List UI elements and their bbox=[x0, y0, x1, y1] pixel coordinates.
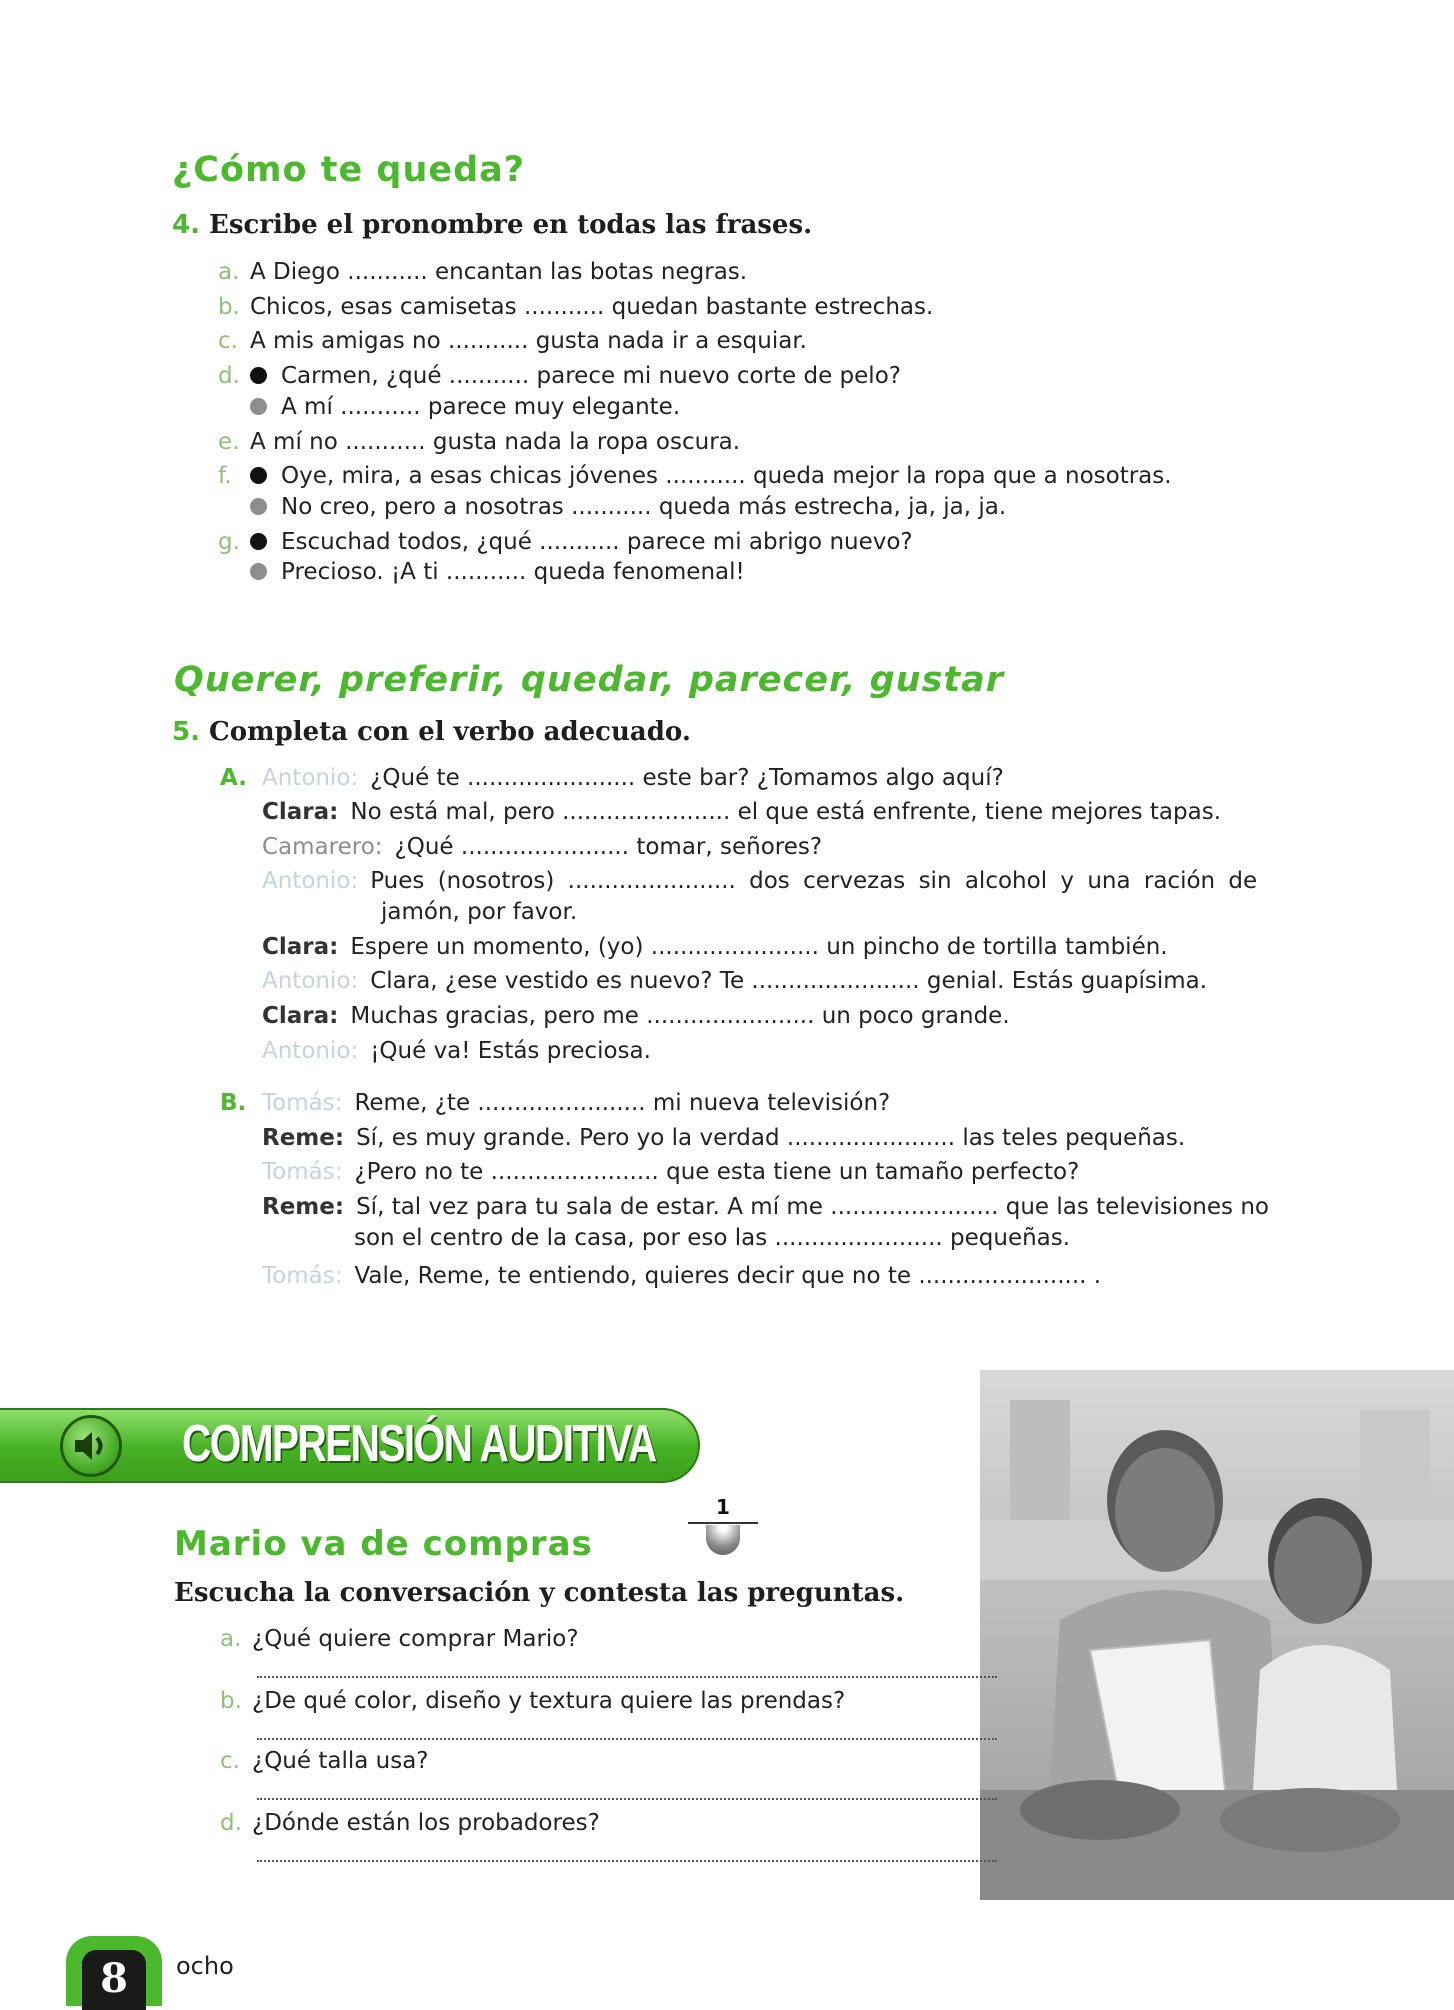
speaker-glyph bbox=[63, 1418, 119, 1474]
exercise-number: 5. bbox=[172, 717, 200, 747]
item-letter: f. bbox=[218, 463, 232, 489]
question-item bbox=[220, 1624, 579, 1654]
dialogue-line bbox=[262, 1261, 1101, 1291]
dialogue-text: ¡Qué va! Estás preciosa. bbox=[370, 1038, 651, 1064]
dialogue-line bbox=[220, 763, 1004, 793]
instruction-text: Escribe el pronombre en todas las frases. bbox=[209, 210, 813, 240]
banner-title: COMPRENSIÓN AUDITIVA bbox=[182, 1415, 656, 1473]
grey-bullet-icon bbox=[250, 498, 267, 515]
answer-line[interactable] bbox=[257, 1860, 997, 1862]
section-title-verbs: Querer, preferir, quedar, parecer, gustar bbox=[174, 660, 1005, 700]
dialogue-text: No está mal, pero ....................... el que está enfrente, tiene mejores tapas. bbox=[350, 799, 1222, 825]
question-letter: c. bbox=[220, 1748, 240, 1774]
exercise-5-instruction bbox=[172, 717, 691, 747]
exercise-reply bbox=[250, 392, 680, 422]
speaker-name: Camarero: bbox=[262, 834, 383, 860]
dialogue-text: Sí, es muy grande. Pero yo la verdad ....................... las teles pequeñas. bbox=[356, 1125, 1186, 1151]
dialogue-line bbox=[262, 832, 822, 862]
dialogue-continuation: jamón, por favor. bbox=[381, 899, 578, 925]
dialogue-text: Clara, ¿ese vestido es nuevo? Te ....................... genial. Estás guapísima. bbox=[370, 968, 1208, 994]
cd-track-icon bbox=[688, 1495, 758, 1555]
speaker-name: Tomás: bbox=[262, 1263, 343, 1289]
dialogue-text: ¿Qué te ....................... este bar? ¿Tomamos algo aquí? bbox=[370, 765, 1004, 791]
question-text: ¿Dónde están los probadores? bbox=[252, 1810, 600, 1836]
speaker-name: Antonio: bbox=[262, 968, 359, 994]
dialogue-text: Pues (nosotros) ....................... dos cervezas sin alcohol y una ración de bbox=[370, 868, 1258, 894]
item-letter: b. bbox=[218, 294, 240, 320]
instruction-text: Completa con el verbo adecuado. bbox=[209, 717, 691, 747]
dialogue-line bbox=[220, 1088, 890, 1118]
speaker-icon bbox=[60, 1415, 122, 1477]
exercise-item bbox=[218, 292, 933, 322]
reply-text: Precioso. ¡A ti ........... queda fenomenal! bbox=[281, 559, 745, 585]
speaker-name: Reme: bbox=[262, 1125, 345, 1151]
exercise-item bbox=[218, 427, 740, 457]
dialogue-text: ¿Pero no te ....................... que esta tiene un tamaño perfecto? bbox=[354, 1159, 1080, 1185]
track-number: 1 bbox=[716, 1495, 730, 1519]
dialogue-line bbox=[262, 1157, 1079, 1187]
question-letter: a. bbox=[220, 1626, 242, 1652]
item-text: Oye, mira, a esas chicas jóvenes ........... queda mejor la ropa que a nosotras. bbox=[281, 463, 1172, 489]
dialogue-text: Sí, tal vez para tu sala de estar. A mí me ....................... que las televisiones no bbox=[356, 1194, 1269, 1220]
question-text: ¿De qué color, diseño y textura quiere las prendas? bbox=[252, 1688, 846, 1714]
dialogue-line bbox=[262, 1123, 1185, 1153]
question-item bbox=[220, 1746, 429, 1776]
speaker-name: Tomás: bbox=[262, 1090, 343, 1116]
speaker-name: Reme: bbox=[262, 1194, 345, 1220]
question-text: ¿Qué quiere comprar Mario? bbox=[252, 1626, 579, 1652]
exercise-item bbox=[218, 527, 913, 557]
dialogue-line bbox=[262, 1036, 651, 1066]
dark-bullet-icon bbox=[250, 467, 267, 484]
cd-disc-icon bbox=[706, 1525, 740, 1555]
exercise-number: 4. bbox=[172, 210, 200, 240]
item-letter: a. bbox=[218, 259, 240, 285]
question-letter: b. bbox=[220, 1688, 242, 1714]
dialogue-line bbox=[262, 1192, 1269, 1222]
section-banner bbox=[0, 1408, 700, 1483]
grey-bullet-icon bbox=[250, 563, 267, 580]
exercise-4-instruction bbox=[172, 210, 812, 240]
exercise-reply bbox=[250, 557, 745, 587]
item-text: A mis amigas no ........... gusta nada ir a esquiar. bbox=[250, 328, 807, 354]
page-number-word: ocho bbox=[176, 1952, 234, 1980]
dialogue-line bbox=[262, 1001, 1010, 1031]
speaker-name: Antonio: bbox=[262, 1038, 359, 1064]
speaker-name: Clara: bbox=[262, 1003, 339, 1029]
item-text: A Diego ........... encantan las botas negras. bbox=[250, 259, 748, 285]
answer-line[interactable] bbox=[257, 1738, 997, 1740]
page-number-badge bbox=[66, 1936, 162, 2006]
speaker-name: Tomás: bbox=[262, 1159, 343, 1185]
dialogue-line bbox=[262, 966, 1207, 996]
exercise-item bbox=[218, 461, 1172, 491]
reply-text: A mí ........... parece muy elegante. bbox=[281, 394, 681, 420]
speaker-name: Clara: bbox=[262, 934, 339, 960]
item-letter: g. bbox=[218, 529, 240, 555]
question-letter: d. bbox=[220, 1810, 242, 1836]
item-text: A mí no ........... gusta nada la ropa oscura. bbox=[250, 429, 741, 455]
dialogue-continuation: son el centro de la casa, por eso las ....................... pequeñas. bbox=[354, 1225, 1071, 1251]
item-letter: c. bbox=[218, 328, 238, 354]
dialogue-line bbox=[262, 797, 1221, 827]
speaker-name: Clara: bbox=[262, 799, 339, 825]
dialogue-text: Muchas gracias, pero me ....................... un poco grande. bbox=[350, 1003, 1010, 1029]
answer-line[interactable] bbox=[257, 1676, 997, 1678]
section-title-mario: Mario va de compras bbox=[174, 1524, 593, 1564]
exercise-item bbox=[218, 361, 901, 391]
exercise-item bbox=[218, 326, 807, 356]
item-text: Chicos, esas camisetas ........... quedan bastante estrechas. bbox=[250, 294, 934, 320]
speaker-name: Antonio: bbox=[262, 868, 359, 894]
dialogue-line bbox=[262, 866, 1257, 896]
answer-line[interactable] bbox=[257, 1798, 997, 1800]
track-divider bbox=[688, 1522, 758, 1524]
part-label: B. bbox=[220, 1090, 247, 1116]
dark-bullet-icon bbox=[250, 367, 267, 384]
speaker-name: Antonio: bbox=[262, 765, 359, 791]
page-number: 8 bbox=[82, 1950, 146, 2010]
dialogue-line bbox=[262, 932, 1168, 962]
dialogue-text: Espere un momento, (yo) ....................... un pincho de tortilla también. bbox=[350, 934, 1168, 960]
exercise-reply bbox=[250, 492, 1006, 522]
dark-bullet-icon bbox=[250, 533, 267, 550]
question-text: ¿Qué talla usa? bbox=[252, 1748, 429, 1774]
item-letter: d. bbox=[218, 363, 240, 389]
section-title-como-te-queda: ¿Cómo te queda? bbox=[172, 150, 526, 190]
question-item bbox=[220, 1686, 845, 1716]
item-letter: e. bbox=[218, 429, 240, 455]
question-item bbox=[220, 1808, 600, 1838]
item-text: Escuchad todos, ¿qué ........... parece mi abrigo nuevo? bbox=[281, 529, 913, 555]
dialogue-text: Reme, ¿te ....................... mi nueva televisión? bbox=[354, 1090, 891, 1116]
dialogue-text: Vale, Reme, te entiendo, quieres decir que no te ....................... . bbox=[354, 1263, 1102, 1289]
dialogue-text: ¿Qué ....................... tomar, señores? bbox=[394, 834, 823, 860]
grey-bullet-icon bbox=[250, 398, 267, 415]
part-label: A. bbox=[220, 765, 247, 791]
reply-text: No creo, pero a nosotras ........... queda más estrecha, ja, ja, ja. bbox=[281, 494, 1007, 520]
item-text: Carmen, ¿qué ........... parece mi nuevo corte de pelo? bbox=[281, 363, 901, 389]
exercise-item bbox=[218, 257, 747, 287]
couple-shopping-photo bbox=[980, 1370, 1454, 1900]
exercise-listening-instruction: Escucha la conversación y contesta las preguntas. bbox=[174, 1578, 905, 1608]
